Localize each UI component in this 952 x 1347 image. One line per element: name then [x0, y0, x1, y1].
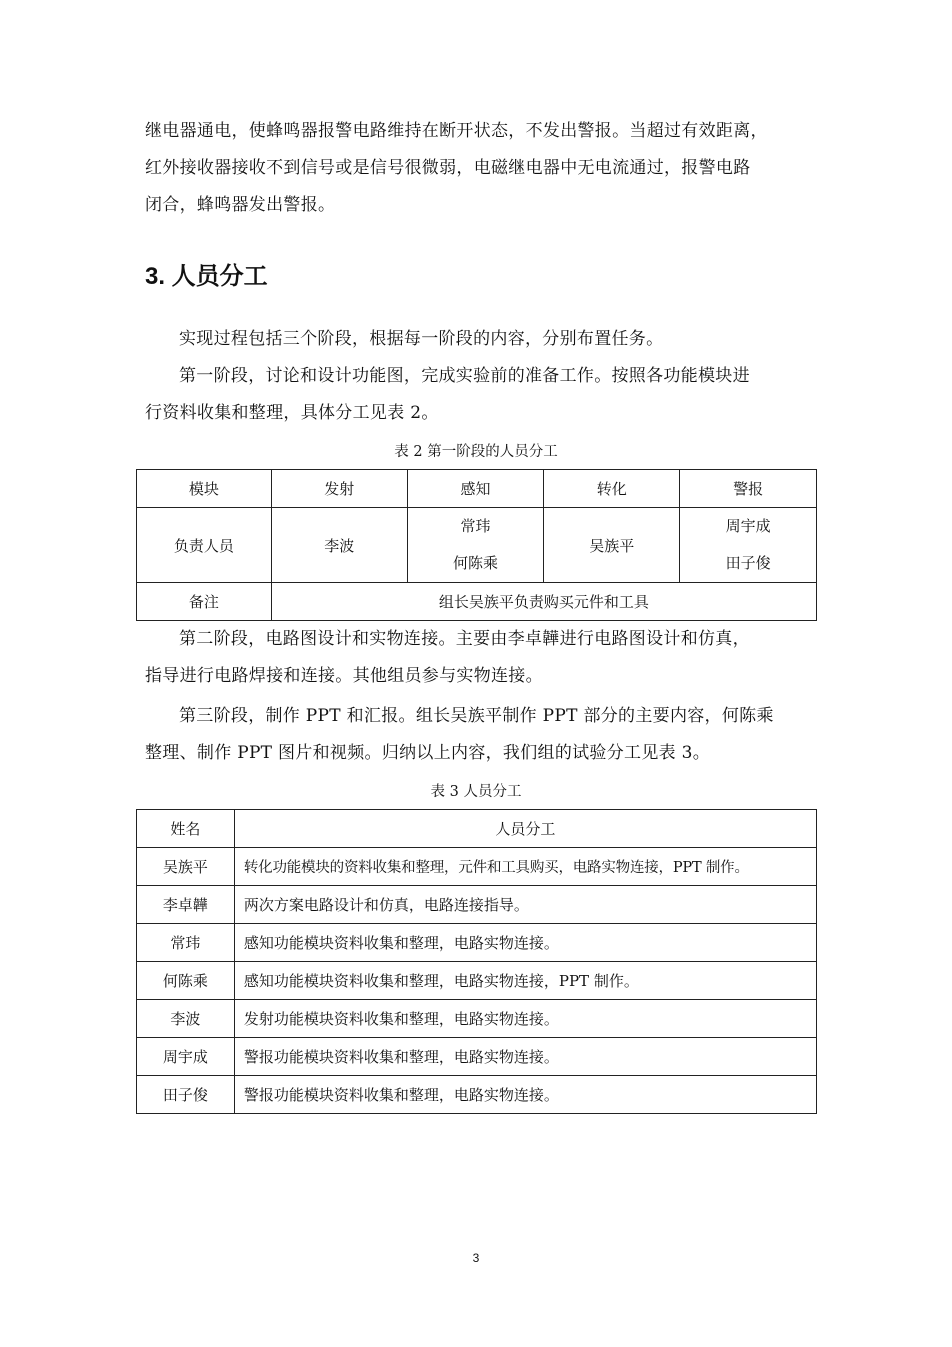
- member-name-cell: 李卓韡: [137, 886, 235, 924]
- paragraph-overview: [145, 321, 810, 358]
- table-row: [137, 962, 817, 1000]
- member-name-cell: 田子俊: [137, 1076, 235, 1114]
- member-name-cell: 吴族平: [137, 848, 235, 886]
- table-header-cell: 模块: [137, 470, 272, 508]
- row-label-cell: 负责人员: [137, 508, 272, 583]
- member-duty-cell: 转化功能模块的资料收集和整理，元件和工具购买，电路实物连接，PPT 制作。: [234, 848, 816, 886]
- table2-caption: 表 2 第一阶段的人员分工: [394, 444, 558, 460]
- member-duty-cell: 发射功能模块资料收集和整理，电路实物连接。: [234, 1000, 816, 1038]
- text-line: 闭合，蜂鸣器发出警报。: [145, 195, 336, 215]
- table-row: [137, 1000, 817, 1038]
- person-name: 周宇成: [725, 517, 771, 535]
- text-line: 行资料收集和整理，具体分工见表 2。: [145, 403, 439, 423]
- table-header-cell: 感知: [407, 470, 544, 508]
- text-line: 实现过程包括三个阶段，根据每一阶段的内容，分别布置任务。: [179, 329, 664, 349]
- table-row: [137, 508, 817, 583]
- text-line: 第二阶段，电路图设计和实物连接。主要由李卓韡进行电路图设计和仿真，: [179, 629, 750, 649]
- text-line: 继电器通电，使蜂鸣器报警电路维持在断开状态，不发出警报。当超过有效距离，: [145, 121, 768, 141]
- member-duty-cell: 两次方案电路设计和仿真，电路连接指导。: [234, 886, 816, 924]
- table-header-cell: 姓名: [137, 810, 235, 848]
- fashe-cell: 李波: [271, 508, 407, 583]
- table-header-row: [137, 470, 817, 508]
- member-name-cell: 周宇成: [137, 1038, 235, 1076]
- zhuanhua-cell: 吴族平: [544, 508, 680, 583]
- ganzhi-cell: [407, 508, 544, 583]
- member-name-cell: 李波: [137, 1000, 235, 1038]
- person-name: 田子俊: [725, 554, 771, 572]
- table-row: [137, 886, 817, 924]
- table-row: [137, 924, 817, 962]
- text-line: 第一阶段，讨论和设计功能图，完成实验前的准备工作。按照各功能模块进: [179, 366, 750, 386]
- person-name: 常玮: [460, 517, 491, 535]
- table3-caption: 表 3 人员分工: [430, 784, 522, 800]
- table-header-cell: 人员分工: [234, 810, 816, 848]
- table-header-cell: 转化: [544, 470, 680, 508]
- paragraph-phase2: [145, 621, 810, 695]
- person-name: 何陈乘: [452, 554, 498, 572]
- member-duty-cell: 感知功能模块资料收集和整理，电路实物连接，PPT 制作。: [234, 962, 816, 1000]
- table-member-assignments: [136, 809, 817, 1114]
- intro-paragraph: [145, 113, 810, 224]
- member-duty-cell: 感知功能模块资料收集和整理，电路实物连接。: [234, 924, 816, 962]
- member-name-cell: 常玮: [137, 924, 235, 962]
- table-header-cell: 警报: [680, 470, 817, 508]
- text-line: 红外接收器接收不到信号或是信号很微弱，电磁继电器中无电流通过，报警电路: [145, 158, 751, 178]
- table-header-cell: 发射: [271, 470, 407, 508]
- note-label-cell: 备注: [137, 583, 272, 621]
- paragraph-phase1: [145, 358, 810, 432]
- section-heading: 3. 人员分工: [145, 263, 268, 290]
- table-phase1-assignments: [136, 469, 817, 621]
- jingbao-cell: [680, 508, 817, 583]
- member-duty-cell: 警报功能模块资料收集和整理，电路实物连接。: [234, 1076, 816, 1114]
- table-header-row: [137, 810, 817, 848]
- member-duty-cell: 警报功能模块资料收集和整理，电路实物连接。: [234, 1038, 816, 1076]
- page-number: 3: [472, 1251, 480, 1265]
- text-line: 指导进行电路焊接和连接。其他组员参与实物连接。: [145, 666, 543, 686]
- member-name-cell: 何陈乘: [137, 962, 235, 1000]
- text-line: 第三阶段，制作 PPT 和汇报。组长吴族平制作 PPT 部分的主要内容，何陈乘: [179, 706, 774, 726]
- note-cell: 组长吴族平负责购买元件和工具: [271, 583, 816, 621]
- table-row: [137, 583, 817, 621]
- text-line: 整理、制作 PPT 图片和视频。归纳以上内容，我们组的试验分工见表 3。: [145, 743, 711, 763]
- paragraph-phase3: [145, 698, 810, 772]
- table-row: [137, 1038, 817, 1076]
- table-row: [137, 1076, 817, 1114]
- table-row: [137, 848, 817, 886]
